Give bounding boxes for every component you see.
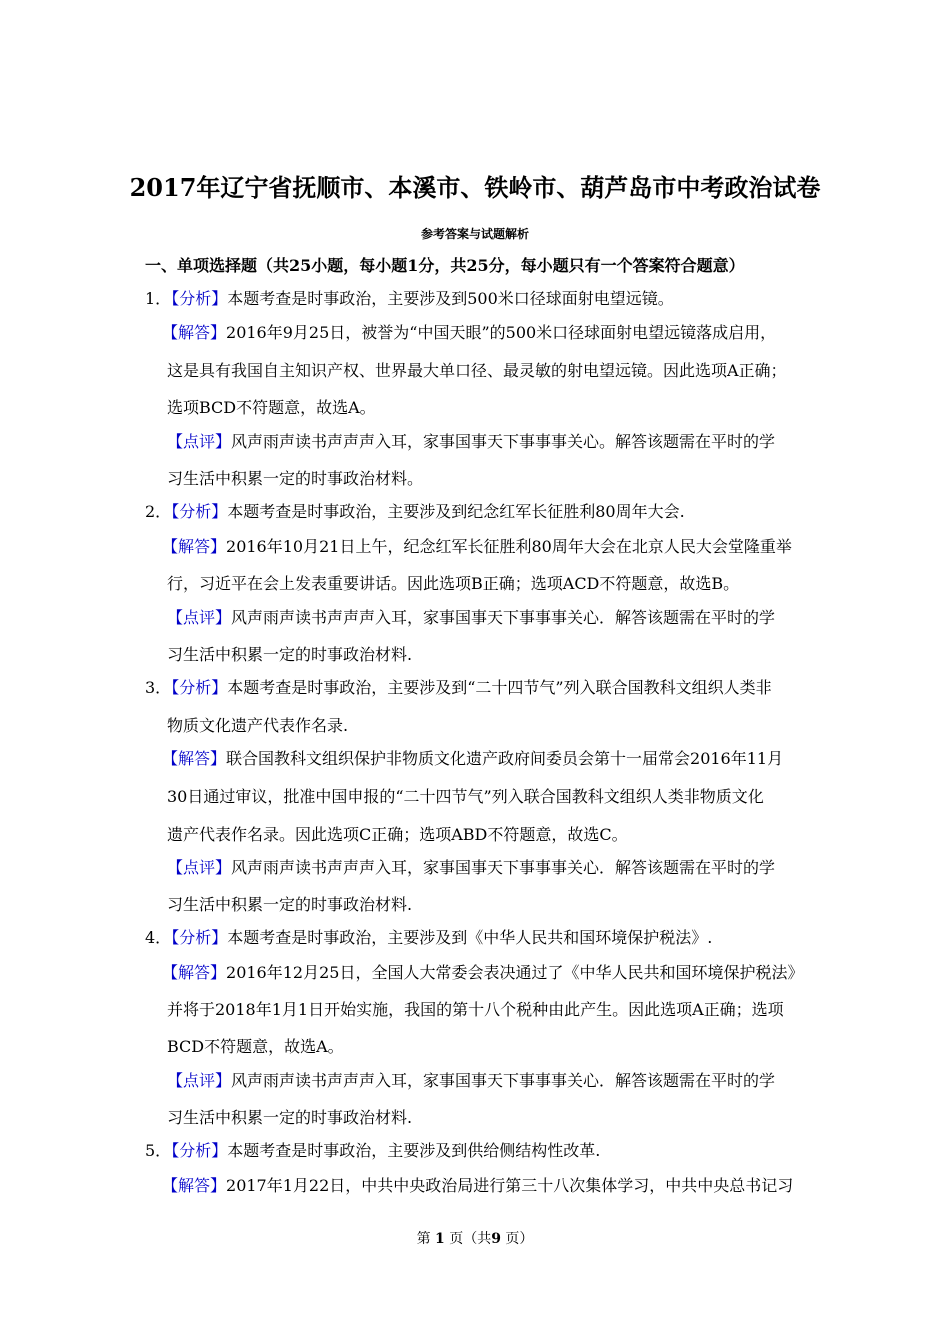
comment-text: 风声雨声读书声声声入耳，家事国事天下事事事关心。解答该题需在平时的学 xyxy=(231,432,776,451)
comment-text: 习生活中积累一定的时事政治材料. xyxy=(167,895,413,914)
comment-text: 风声雨声读书声声声入耳，家事国事天下事事事关心．解答该题需在平时的学 xyxy=(231,1071,776,1090)
answer-tag: 【解答】 xyxy=(162,323,227,342)
comment-tag: 【点评】 xyxy=(167,858,232,877)
item-3-analysis-line xyxy=(145,676,772,700)
item-3-comment-line xyxy=(167,856,775,880)
answer-text: 联合国教科文组织保护非物质文化遗产政府间委员会第十一届常会2016年11月 xyxy=(226,749,784,768)
item-number: 3． xyxy=(145,678,172,697)
comment-text: 风声雨声读书声声声入耳，家事国事天下事事事关心．解答该题需在平时的学 xyxy=(231,608,776,627)
answer-text: 遗产代表作名录。因此选项C正确；选项ABD不符题意，故选C。 xyxy=(167,825,628,844)
answer-text: 选项BCD不符题意，故选A。 xyxy=(167,398,376,417)
item-2-answer-line xyxy=(162,535,792,559)
answer-text: 并将于2018年1月1日开始实施，我国的第十八个税种由此产生。因此选项A正确；选项 xyxy=(167,1000,784,1019)
analysis-tag: 【分析】 xyxy=(171,289,228,308)
answer-text: 2016年9月25日，被誉为“中国天眼”的500米口径球面射电望远镜落成启用， xyxy=(226,323,777,342)
item-number: 4． xyxy=(145,928,172,947)
item-number: 2． xyxy=(145,502,172,521)
analysis-text: 本题考查是时事政治，主要涉及到500米口径球面射电望远镜。 xyxy=(227,289,674,308)
page-title: 2017年辽宁省抚顺市、本溪市、铁岭市、葫芦岛市中考政治试卷 xyxy=(129,173,821,202)
answer-tag: 【解答】 xyxy=(162,1176,227,1195)
item-2-analysis-line xyxy=(145,500,685,524)
analysis-text: 物质文化遗产代表作名录. xyxy=(167,716,349,735)
footer-page-number: 1 xyxy=(435,1231,445,1247)
analysis-text: 本题考查是时事政治，主要涉及到纪念红军长征胜利80周年大会. xyxy=(227,502,685,521)
comment-text: 习生活中积累一定的时事政治材料. xyxy=(167,1108,413,1127)
item-1-comment-line xyxy=(167,430,775,454)
footer-middle: 页（共 xyxy=(449,1231,492,1247)
analysis-tag: 【分析】 xyxy=(171,502,228,521)
answer-text: BCD不符题意，故选A。 xyxy=(167,1037,344,1056)
item-number: 1． xyxy=(145,289,172,308)
answer-text: 2017年1月22日，中共中央政治局进行第三十八次集体学习，中共中央总书记习 xyxy=(226,1176,794,1195)
analysis-text: 本题考查是时事政治，主要涉及到“二十四节气”列入联合国教科文组织人类非 xyxy=(227,678,772,697)
item-5-answer-line xyxy=(162,1174,793,1198)
footer-prefix: 第 xyxy=(416,1231,431,1247)
comment-text: 习生活中积累一定的时事政治材料。 xyxy=(167,469,424,488)
answer-text: 2016年12月25日，全国人大常委会表决通过了《中华人民共和国环境保护税法》 xyxy=(226,963,804,982)
answer-tag: 【解答】 xyxy=(162,749,227,768)
footer-suffix: 页） xyxy=(505,1231,534,1247)
item-1-answer-line xyxy=(162,321,776,345)
comment-tag: 【点评】 xyxy=(167,1071,232,1090)
comment-text: 风声雨声读书声声声入耳，家事国事天下事事事关心．解答该题需在平时的学 xyxy=(231,858,776,877)
footer-total-pages: 9 xyxy=(491,1231,501,1247)
item-4-analysis-line xyxy=(145,926,712,950)
item-1-analysis-line xyxy=(145,287,674,311)
answer-tag: 【解答】 xyxy=(162,537,227,556)
analysis-tag: 【分析】 xyxy=(171,678,228,697)
item-3-answer-line xyxy=(162,747,783,771)
analysis-tag: 【分析】 xyxy=(171,1141,228,1160)
section-heading: 一、单项选择题（共25小题，每小题1分，共25分，每小题只有一个答案符合题意） xyxy=(145,256,745,275)
answer-text: 行，习近平在会上发表重要讲话。因此选项B正确；选项ACD不符题意，故选B。 xyxy=(167,574,740,593)
answer-text: 2016年10月21日上午，纪念红军长征胜利80周年大会在北京人民大会堂隆重举 xyxy=(226,537,792,556)
item-4-comment-line xyxy=(167,1069,775,1093)
answer-text: 这是具有我国自主知识产权、世界最大单口径、最灵敏的射电望远镜。因此选项A正确； xyxy=(167,361,787,380)
comment-tag: 【点评】 xyxy=(167,608,232,627)
answer-text: 30日通过审议，批准中国申报的“二十四节气”列入联合国教科文组织人类非物质文化 xyxy=(167,787,764,806)
page-footer xyxy=(0,1228,950,1248)
analysis-text: 本题考查是时事政治，主要涉及到供给侧结构性改革. xyxy=(227,1141,601,1160)
item-5-analysis-line xyxy=(145,1139,600,1163)
analysis-tag: 【分析】 xyxy=(171,928,228,947)
item-number: 5． xyxy=(145,1141,172,1160)
item-2-comment-line xyxy=(167,606,775,630)
analysis-text: 本题考查是时事政治，主要涉及到《中华人民共和国环境保护税法》. xyxy=(227,928,713,947)
page-subtitle: 参考答案与试题解析 xyxy=(420,227,529,241)
comment-text: 习生活中积累一定的时事政治材料. xyxy=(167,645,413,664)
answer-tag: 【解答】 xyxy=(162,963,227,982)
item-4-answer-line xyxy=(162,961,803,985)
comment-tag: 【点评】 xyxy=(167,432,232,451)
